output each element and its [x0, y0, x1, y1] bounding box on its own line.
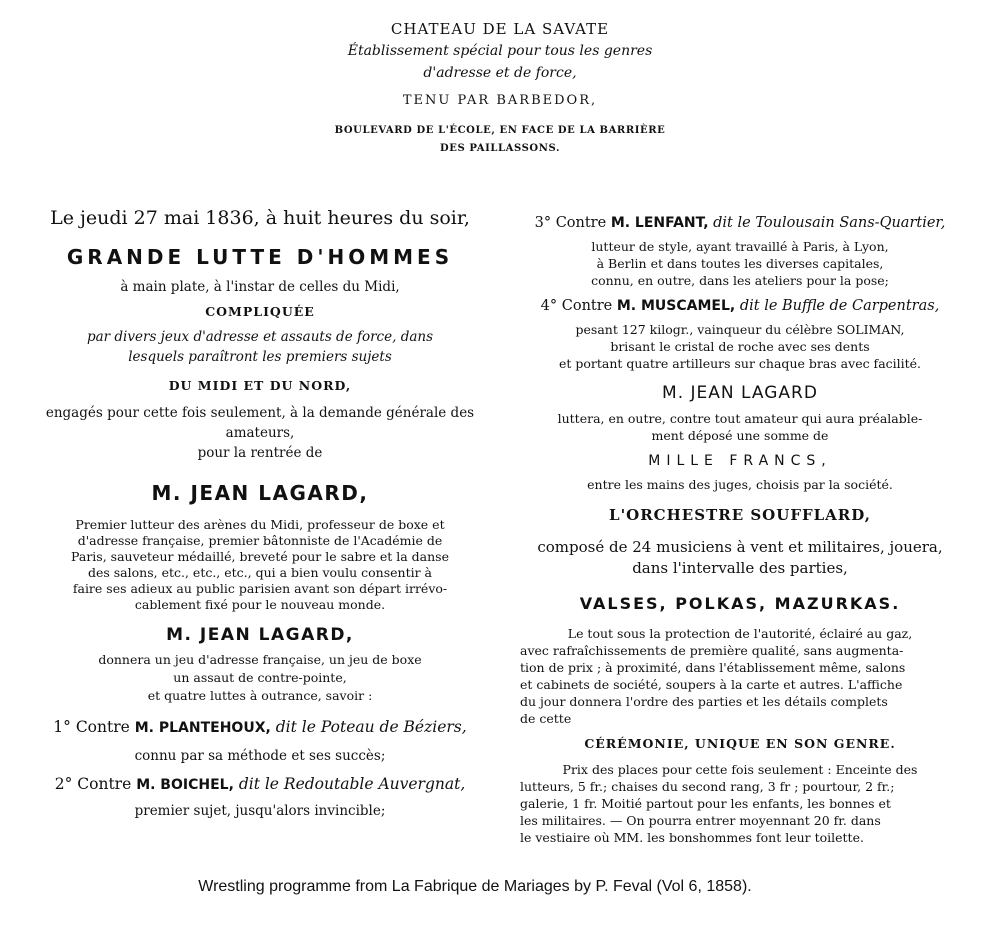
- bout-3-opponent: M. LENFANT,: [610, 215, 709, 231]
- conditions-block: [520, 625, 960, 727]
- address-line-1: BOULEVARD DE L'ÉCOLE, EN FACE DE LA BARRIÈRE: [334, 125, 666, 136]
- bout-2-opponent: M. BOICHEL,: [136, 777, 234, 793]
- right-column: [520, 212, 960, 846]
- bout-4-line: pesant 127 kilogr., vainqueur du célèbre SOLIMAN,: [575, 322, 905, 337]
- event-title: GRANDE LUTTE D'HOMMES: [66, 245, 454, 269]
- luttera-line: ment déposé une somme de: [651, 428, 829, 443]
- bout-1: [40, 715, 480, 740]
- jeux-line-1: par divers jeux d'adresse et assauts de force, dans: [86, 329, 434, 345]
- left-column: [40, 205, 480, 821]
- conditions-line: de cette: [520, 711, 572, 726]
- bout-2-description: premier sujet, jusqu'alors invincible;: [134, 803, 386, 819]
- compose-block: [520, 537, 960, 579]
- prices-line: le vestiaire où MM. les bonshommes font leur toilette.: [520, 830, 864, 845]
- bout-1-description: connu par sa méthode et ses succès;: [134, 748, 386, 764]
- conditions-line: Le tout sous la protection de l'autorité, éclairé au gaz,: [567, 626, 913, 641]
- bio-line: d'adresse française, premier bâtonniste de l'Académie de: [77, 533, 443, 548]
- ceremony-heading: CÉRÉMONIE, UNIQUE EN SON GENRE.: [584, 736, 896, 751]
- bout-1-opponent: M. PLANTEHOUX,: [134, 720, 271, 736]
- donnera-line: et quatre luttes à outrance, savoir :: [147, 688, 373, 703]
- luttera-block: [520, 410, 960, 444]
- bout-2-nickname: dit le Redoutable Auvergnat,: [233, 775, 466, 793]
- jeux-line-2: lesquels paraîtront les premiers sujets: [128, 349, 392, 365]
- compose-line: composé de 24 musiciens à vent et militaires, jouera,: [537, 538, 943, 556]
- bout-3-description: [520, 238, 960, 289]
- bout-3: [520, 212, 960, 234]
- bout-3-line: à Berlin et dans toutes les diverses capitales,: [596, 256, 884, 271]
- bout-4-prefix: 4° Contre: [540, 298, 617, 314]
- bout-4-line: et portant quatre artilleurs sur chaque bras avec facilité.: [558, 356, 922, 371]
- conditions-line: avec rafraîchissements de première qualité, sans augmenta-: [520, 643, 904, 658]
- prices-line: Prix des places pour cette fois seulement : Enceinte des: [562, 762, 918, 777]
- bout-4-opponent: M. MUSCAMEL,: [616, 298, 736, 314]
- lagard-bio: [40, 517, 480, 613]
- juges-line: entre les mains des juges, choisis par la société.: [587, 477, 893, 492]
- conditions-line: et cabinets de société, soupers à la carte et autres. L'affiche: [520, 677, 903, 692]
- engages-line-2: amateurs,: [225, 425, 295, 441]
- bout-1-nickname: dit le Poteau de Béziers,: [270, 718, 467, 736]
- engages-line-1: engagés pour cette fois seulement, à la demande générale des: [45, 405, 475, 421]
- donnera-line: donnera un jeu d'adresse française, un jeu de boxe: [98, 652, 422, 667]
- bio-line: cablement fixé pour le nouveau monde.: [134, 597, 386, 612]
- bout-4-nickname: dit le Buffle de Carpentras,: [735, 298, 940, 314]
- bio-line: faire ses adieux au public parisien avant son départ irrévo-: [72, 581, 448, 596]
- main-plate-line: à main plate, à l'instar de celles du Midi,: [120, 279, 400, 295]
- bout-4: [520, 295, 960, 317]
- compose-line: dans l'intervalle des parties,: [632, 559, 848, 577]
- bio-line: des salons, etc., etc., etc., qui a bien voulu consentir à: [87, 565, 432, 580]
- bout-3-line: connu, en outre, dans les ateliers pour la pose;: [591, 273, 889, 288]
- bout-1-prefix: 1° Contre: [53, 718, 135, 736]
- bout-3-prefix: 3° Contre: [534, 215, 611, 231]
- dances-heading: VALSES, POLKAS, MAZURKAS.: [579, 594, 901, 613]
- programme-header: [290, 18, 710, 158]
- bout-2-prefix: 2° Contre: [54, 775, 137, 793]
- rentree-line: pour la rentrée de: [197, 445, 323, 461]
- conditions-line: du jour donnera l'ordre des parties et les détails complets: [520, 694, 888, 709]
- lagard-heading-3: M. JEAN LAGARD: [662, 383, 818, 403]
- luttera-line: luttera, en outre, contre tout amateur qui aura préalable-: [557, 411, 923, 426]
- compliquee-heading: COMPLIQUÉE: [205, 304, 315, 319]
- bout-3-nickname: dit le Toulousain Sans-Quartier,: [708, 215, 946, 231]
- midi-nord-heading: DU MIDI ET DU NORD,: [168, 378, 352, 393]
- establishment-subtitle-2: d'adresse et de force,: [423, 65, 577, 81]
- establishment-title: CHATEAU DE LA SAVATE: [390, 20, 610, 38]
- conditions-line: tion de prix ; à proximité, dans l'établissement même, salons: [520, 660, 906, 675]
- orchestra-heading: L'ORCHESTRE SOUFFLARD,: [609, 506, 871, 524]
- lagard-heading-1: M. JEAN LAGARD,: [151, 481, 369, 505]
- bio-line: Premier lutteur des arènes du Midi, professeur de boxe et: [75, 517, 445, 532]
- bout-3-line: lutteur de style, ayant travaillé à Paris, à Lyon,: [591, 239, 889, 254]
- event-date: Le jeudi 27 mai 1836, à huit heures du soir,: [50, 207, 470, 229]
- prices-line: galerie, 1 fr. Moitié partout pour les enfants, les bonnes et: [520, 796, 891, 811]
- prices-line: les militaires. — On pourra entrer moyennant 20 fr. dans: [520, 813, 881, 828]
- bout-4-line: brisant le cristal de roche avec ses dents: [610, 339, 870, 354]
- bio-line: Paris, sauveteur médaillé, breveté pour le sabre et la danse: [71, 549, 449, 564]
- figure-caption: Wrestling programme from La Fabrique de Mariages by P. Feval (Vol 6, 1858).: [198, 878, 752, 895]
- bout-2: [40, 772, 480, 797]
- lagard-heading-2: M. JEAN LAGARD,: [166, 625, 354, 645]
- donnera-block: [40, 651, 480, 705]
- proprietor-line: TENU PAR BARBEDOR,: [402, 93, 598, 108]
- address-line-2: DES PAILLASSONS.: [439, 143, 561, 154]
- stake-amount: MILLE FRANCS,: [648, 453, 832, 469]
- donnera-line: un assaut de contre-pointe,: [173, 670, 347, 685]
- bout-4-description: [520, 321, 960, 372]
- prices-block: [520, 761, 960, 846]
- establishment-subtitle-1: Établissement spécial pour tous les genres: [347, 43, 653, 59]
- prices-line: lutteurs, 5 fr.; chaises du second rang, 3 fr ; pourtour, 2 fr.;: [520, 779, 895, 794]
